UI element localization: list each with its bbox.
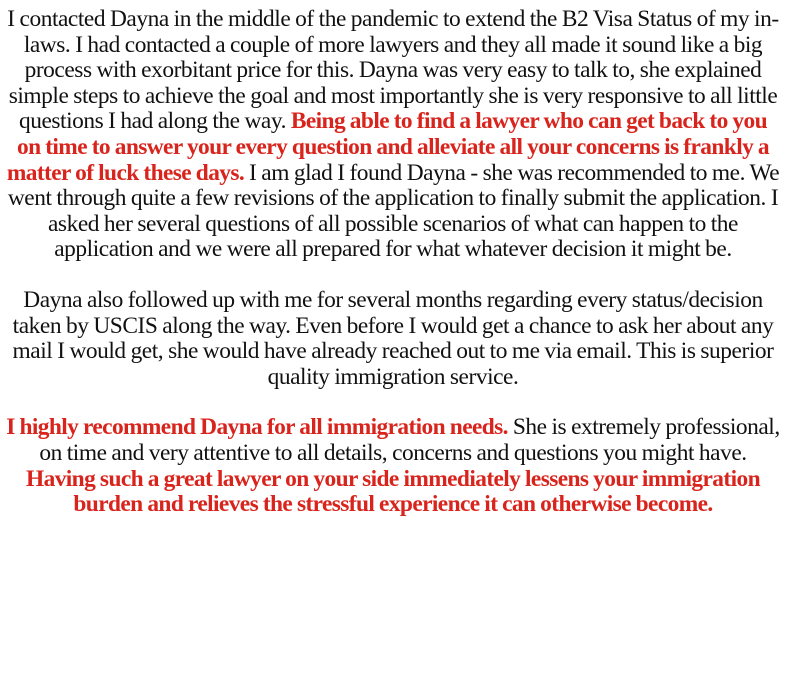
testimonial-paragraph-2	[6, 288, 780, 390]
paragraph-3-highlight-closing: Having such a great lawyer on your side immediately lessens your immigration burden and relieves the stressful experience it can otherwise become.	[26, 465, 760, 518]
testimonial-paragraph-1	[6, 7, 780, 263]
paragraph-1-highlight: Being able to find a lawyer who can get back to you on time to answer your every question and alleviate all your concerns is frankly a matter of luck these days.	[6, 108, 770, 186]
paragraph-2-text: Dayna also followed up with me for several months regarding every status/decision taken by USCIS along the way. Even before I would get a chance to ask her about any mail I would get, she would have already reached out to me via email. This is superior quality immigration service.	[12, 286, 774, 390]
paragraph-3-highlight-recommendation: I highly recommend Dayna for all immigration needs.	[6, 414, 508, 441]
paragraph-1-text: I contacted Dayna in the middle of the pandemic to extend the B2 Visa Status of my in-laws. I had contacted a couple of more lawyers and they all made it sound like a big process with exorbitant price for this. Dayna was very easy to talk to, she explained simple steps to achieve the goal and most importantly she is very responsive to all little questions I had along the way.	[7, 6, 779, 135]
testimonial-paragraph-3	[6, 415, 780, 517]
paragraph-3-text: She is extremely professional, on time and very attentive to all details, concerns and questions you might have.	[39, 414, 780, 466]
paragraph-1-text-continued: I am glad I found Dayna - she was recommended to me. We went through quite a few revisions of the application to finally submit the application. I asked her several questions of all possible scenarios of what can happen to the application and we were all prepared for what whatever decision it might be.	[7, 159, 780, 263]
